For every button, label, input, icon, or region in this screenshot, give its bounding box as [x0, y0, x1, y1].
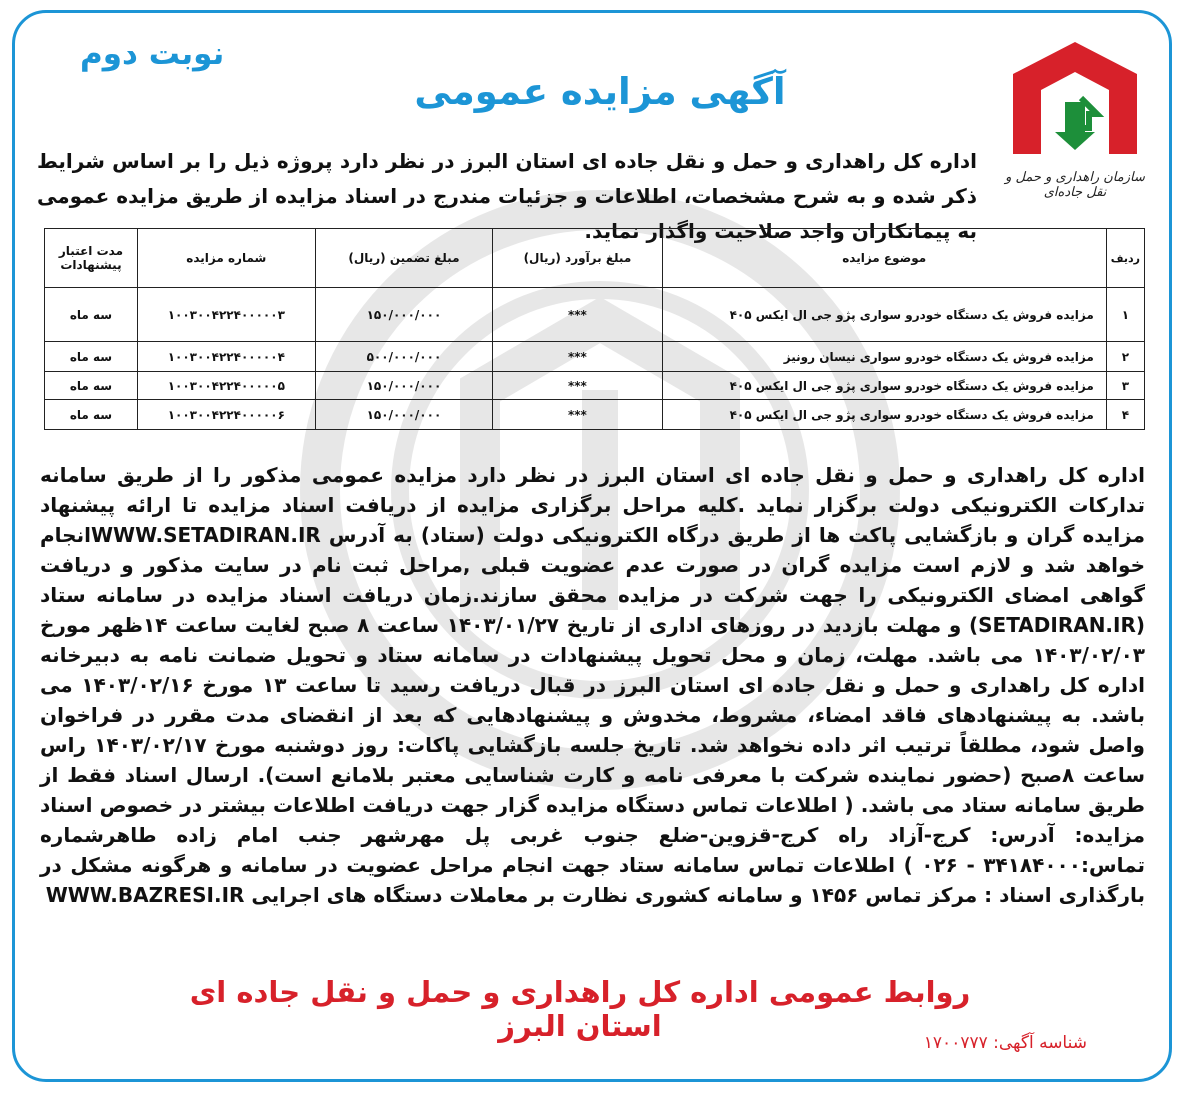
col-header-row-number: ردیف: [1106, 229, 1144, 288]
table-row: [45, 342, 1145, 372]
cell-row-number: ۲: [1106, 342, 1144, 372]
cell-validity: سه ماه: [45, 288, 138, 342]
cell-guarantee: ۱۵۰/۰۰۰/۰۰۰: [315, 372, 493, 400]
col-header-guarantee: مبلغ تضمین (ریال): [315, 229, 493, 288]
cell-subject: مزایده فروش یک دستگاه خودرو سواری پژو جی ال ایکس ۴۰۵: [662, 400, 1106, 430]
col-header-subject: موضوع مزایده: [662, 229, 1106, 288]
table-row: [45, 400, 1145, 430]
page-title: آگهی مزایده عمومی: [414, 70, 786, 113]
footer-public-relations: روابط عمومی اداره کل راهداری و حمل و نقل جاده ای استان البرز: [189, 975, 971, 1043]
cell-auction-number: ۱۰۰۳۰۰۴۲۲۴۰۰۰۰۰۴: [137, 342, 315, 372]
table-row: [45, 288, 1145, 342]
auction-table: [44, 228, 1145, 430]
road-organization-logo-icon: [1005, 36, 1145, 166]
cell-validity: سه ماه: [45, 342, 138, 372]
ad-id: شناسه آگهی: ۱۷۰۰۷۷۷: [923, 1033, 1087, 1053]
cell-guarantee: ۱۵۰/۰۰۰/۰۰۰: [315, 288, 493, 342]
col-header-validity: مدت اعتبار پیشنهادات: [45, 229, 138, 288]
logo-caption: سازمان راهداری و حمل و نقل جاده‌ای: [1005, 170, 1145, 200]
col-header-estimate: مبلغ برآورد (ریال): [493, 229, 662, 288]
cell-guarantee: ۵۰۰/۰۰۰/۰۰۰: [315, 342, 493, 372]
cell-row-number: ۱: [1106, 288, 1144, 342]
cell-subject: مزایده فروش یک دستگاه خودرو سواری نیسان رونیز: [662, 342, 1106, 372]
cell-estimate: ***: [493, 288, 662, 342]
cell-row-number: ۳: [1106, 372, 1144, 400]
cell-subject: مزایده فروش یک دستگاه خودرو سواری پژو جی ال ایکس ۴۰۵: [662, 372, 1106, 400]
cell-estimate: ***: [493, 342, 662, 372]
table-header-row: [45, 229, 1145, 288]
cell-guarantee: ۱۵۰/۰۰۰/۰۰۰: [315, 400, 493, 430]
cell-estimate: ***: [493, 400, 662, 430]
second-round-label: نوبت دوم: [80, 36, 225, 72]
cell-auction-number: ۱۰۰۳۰۰۴۲۲۴۰۰۰۰۰۶: [137, 400, 315, 430]
cell-validity: سه ماه: [45, 372, 138, 400]
cell-auction-number: ۱۰۰۳۰۰۴۲۲۴۰۰۰۰۰۵: [137, 372, 315, 400]
organization-logo: [1005, 36, 1145, 206]
cell-validity: سه ماه: [45, 400, 138, 430]
col-header-auction-number: شماره مزایده: [137, 229, 315, 288]
intro-paragraph: اداره کل راهداری و حمل و نقل جاده ای استان البرز در نظر دارد پروژه ذیل را بر اساس شرایط ذکر شده و به شرح مشخصات، اطلاعات و جزئیات مندرج در اسناد مزایده از طریق مزایده عمومی به پیمانکاران واجد صلاحیت واگذار نماید.: [37, 149, 977, 243]
body-paragraph: اداره کل راهداری و حمل و نقل جاده ای استان البرز در نظر دارد مزایده عمومی مذکور را از طریق سامانه تدارکات الکترونیکی دولت برگزار نماید .کلیه مراحل برگزاری مزایده از دریافت اسناد مزایده تا ارائه پیشنهاد مزایده گران و بازگشایی پاکت ها از طریق درگاه الکترونیکی دولت (ستاد) به آدرس WWW.SETADIRAN.IRانجام خواهد شد و لازم است مزایده گران در صورت عدم عضویت قبلی ,مراحل ثبت نام در سایت مذکور و دریافت گواهی امضای الکترونیکی را جهت شرکت در مزایده محقق سازند.زمان دریافت اسناد مزایده در سامانه ستاد (SETADIRAN.IR) و مهلت بازدید در روزهای اداری از تاریخ ۱۴۰۳/۰۱/۲۷ ساعت ۸ صبح لغایت ساعت ۱۴ظهر مورخ ۱۴۰۳/۰۲/۰۳ می باشد. مهلت، زمان و محل تحویل پیشنهادات در سامانه ستاد و تحویل ضمانت نامه به دبیرخانه اداره کل راهداری و حمل و نقل جاده ای استان البرز در قبال دریافت رسید تا ساعت ۱۳ مورخ ۱۴۰۳/۰۲/۱۶ می باشد. به پیشنهادهای فاقد امضاء، مشروط، مخدوش و پیشنهادهایی که بعد از انقضای مدت مقرر در فراخوان واصل شود، مطلقاً ترتیب اثر داده نخواهد شد. تاریخ جلسه بازگشایی پاکات: روز دوشنبه مورخ ۱۴۰۳/۰۲/۱۷ راس ساعت ۸صبح (حضور نماینده شرکت با معرفی نامه و کارت شناسایی معتبر بلامانع است). ارسال اسناد فقط از طریق سامانه ستاد می باشد. ( اطلاعات تماس دستگاه مزایده گزار جهت دریافت اطلاعات بیشتر در خصوص اسناد مزایده: آدرس: کرج-آزاد راه کرج-قزوین-ضلع جنوب غربی پل مهرشهر جنب امام زاده طاهرشماره تماس:۳۴۱۸۴۰۰۰ - ۰۲۶ ) اطلاعات تماس سامانه ستاد جهت انجام مراحل عضویت در سامانه و هرگونه مشکل در بارگذاری اسناد : مرکز تماس ۱۴۵۶ و سامانه کشوری نظارت بر معاملات دستگاه های اجرایی WWW.BAZRESI.IR: [40, 463, 1146, 907]
cell-row-number: ۴: [1106, 400, 1144, 430]
cell-estimate: ***: [493, 372, 662, 400]
table-row: [45, 372, 1145, 400]
cell-subject: مزایده فروش یک دستگاه خودرو سواری پژو جی ال ایکس ۴۰۵: [662, 288, 1106, 342]
cell-auction-number: ۱۰۰۳۰۰۴۲۲۴۰۰۰۰۰۳: [137, 288, 315, 342]
